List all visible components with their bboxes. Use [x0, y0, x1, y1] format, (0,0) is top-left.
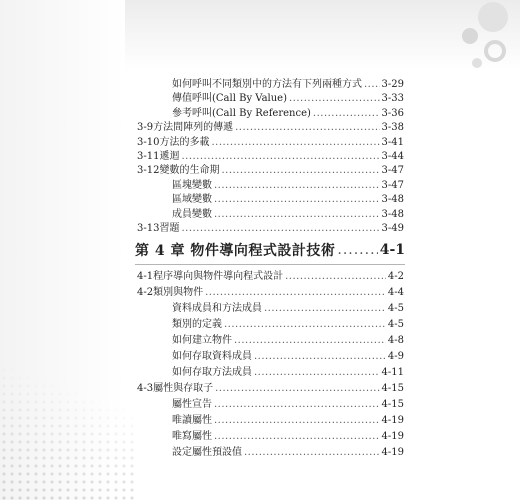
dot-leader — [364, 78, 380, 91]
circle-decoration — [472, 58, 482, 68]
circle-decoration — [478, 2, 508, 32]
section-number: 3-12 — [137, 165, 160, 177]
dot-pattern-decoration — [0, 350, 135, 500]
toc-entry-page: 3-48 — [381, 208, 404, 220]
toc-entry — [172, 107, 404, 120]
dot-leader — [244, 446, 380, 459]
toc-entry-title: 如何建立物件 — [172, 335, 232, 346]
section-number: 4-2 — [137, 287, 154, 298]
toc-entry-page: 4-8 — [387, 335, 404, 346]
dot-leader — [205, 286, 386, 299]
toc-entry — [172, 193, 404, 206]
toc-entry-title: 類別的定義 — [172, 319, 222, 330]
dot-leader — [289, 92, 380, 105]
toc-entry-page: 4-19 — [381, 447, 404, 458]
dot-leader — [224, 318, 386, 331]
dot-leader — [313, 107, 380, 120]
toc-entry — [172, 430, 404, 443]
toc-entry — [137, 270, 404, 283]
chapter-heading — [135, 238, 405, 262]
toc-entry — [137, 286, 404, 299]
toc-entry — [172, 366, 404, 379]
toc-entry-title: 區塊變數 — [172, 179, 212, 191]
toc-entry-title: 如何呼叫不同類別中的方法有下列兩種方式 — [172, 79, 362, 90]
toc-entry-page: 4-4 — [387, 287, 404, 298]
dot-leader — [337, 242, 377, 258]
toc-entry — [172, 78, 404, 91]
dot-leader — [214, 398, 380, 411]
chapter-page: 4-1 — [379, 242, 405, 258]
toc-entry — [172, 208, 404, 221]
toc-entry — [172, 334, 404, 347]
toc-entry-title: 成員變數 — [172, 208, 212, 220]
toc-entry-title: 區域變數 — [172, 194, 212, 206]
toc-entry-title: 唯讀屬性 — [172, 415, 212, 426]
section-number: 3-10 — [137, 136, 160, 148]
toc-entry — [172, 179, 404, 192]
dot-leader — [254, 350, 386, 363]
section-number: 3-9 — [137, 122, 154, 134]
dot-leader — [214, 430, 380, 443]
toc-entry-page: 4-15 — [381, 383, 404, 394]
toc-entry — [172, 414, 404, 427]
dot-leader — [214, 179, 380, 192]
section-number: 4-1 — [137, 271, 154, 282]
section-number: 4-3 — [137, 383, 154, 394]
toc-entry-title: 方法間陣列的傳遞 — [153, 122, 234, 134]
chapter-underline — [135, 264, 405, 265]
toc-entry-page: 4-15 — [381, 399, 404, 410]
toc-entry-title: 程序導向與物件導向程式設計 — [153, 271, 284, 282]
dot-leader — [214, 208, 380, 221]
toc-entry-title: 如何存取方法成員 — [172, 367, 252, 378]
toc-entry-page: 3-49 — [381, 223, 404, 234]
toc-entry-title: 設定屬性預設值 — [172, 447, 242, 458]
toc-entry — [137, 121, 404, 134]
toc-entry-page: 3-29 — [381, 79, 404, 90]
toc-entry — [172, 302, 404, 315]
toc-entry-title: 傳值呼叫(Call By Value) — [172, 93, 287, 105]
dot-leader — [211, 136, 379, 149]
dot-leader — [221, 164, 379, 177]
toc-entry-page: 4-9 — [387, 351, 404, 362]
toc-entry-page: 3-47 — [381, 179, 404, 191]
toc-entry — [172, 92, 404, 105]
toc-entry-page: 3-48 — [381, 194, 404, 206]
toc-entry-title: 屬性宣告 — [172, 399, 212, 410]
toc-entry-page: 4-5 — [387, 303, 404, 314]
dot-leader — [235, 121, 379, 134]
toc-entry-page: 3-47 — [381, 165, 404, 177]
toc-entry-title: 變數的生命期 — [159, 165, 220, 177]
toc-entry-title: 資料成員和方法成員 — [172, 303, 262, 314]
circle-decoration — [462, 28, 478, 44]
toc-entry-page: 4-19 — [381, 431, 404, 442]
toc-entry-title: 遞迴 — [159, 151, 180, 162]
toc-entry — [137, 164, 404, 177]
dot-leader — [234, 334, 386, 347]
toc-entry — [172, 350, 404, 363]
dot-leader — [214, 193, 380, 206]
toc-entry-title: 方法的多載 — [159, 136, 210, 148]
toc-entry — [137, 382, 404, 395]
section-number: 3-11 — [137, 151, 160, 162]
toc-entry-page: 3-36 — [381, 107, 404, 119]
toc-entry-title: 類別與物件 — [153, 287, 204, 298]
toc-entry — [172, 446, 404, 459]
toc-entry-title: 唯寫屬性 — [172, 431, 212, 442]
toc-entry-page: 4-19 — [381, 415, 404, 426]
toc-entry-page: 3-41 — [381, 136, 404, 148]
dot-leader — [264, 302, 386, 315]
toc-entry-page: 3-38 — [381, 122, 404, 134]
ring-decoration — [484, 40, 506, 62]
toc-entry — [172, 398, 404, 411]
toc-entry-title: 參考呼叫(Call By Reference) — [172, 107, 311, 119]
toc-entry-page: 4-5 — [387, 319, 404, 330]
dot-leader — [285, 270, 386, 283]
toc-entry-title: 習題 — [159, 223, 180, 234]
toc-entry-page: 3-44 — [381, 151, 404, 162]
chapter-title: 第 4 章 物件導向程式設計技術 — [135, 243, 336, 259]
toc-entry — [137, 150, 404, 163]
toc-entry — [137, 222, 404, 235]
dot-leader — [214, 414, 380, 427]
dot-leader — [254, 366, 380, 379]
toc-entry-title: 屬性與存取子 — [153, 383, 214, 394]
toc-entry — [137, 136, 404, 149]
dot-leader — [215, 382, 379, 395]
toc-entry — [172, 318, 404, 331]
toc-entry-page: 3-33 — [381, 93, 404, 105]
toc-entry-page: 4-2 — [387, 271, 404, 282]
section-number: 3-13 — [137, 223, 160, 234]
dot-leader — [181, 150, 379, 163]
toc-entry-page: 4-11 — [381, 367, 404, 378]
dot-leader — [181, 222, 379, 235]
toc-entry-title: 如何存取資料成員 — [172, 351, 252, 362]
